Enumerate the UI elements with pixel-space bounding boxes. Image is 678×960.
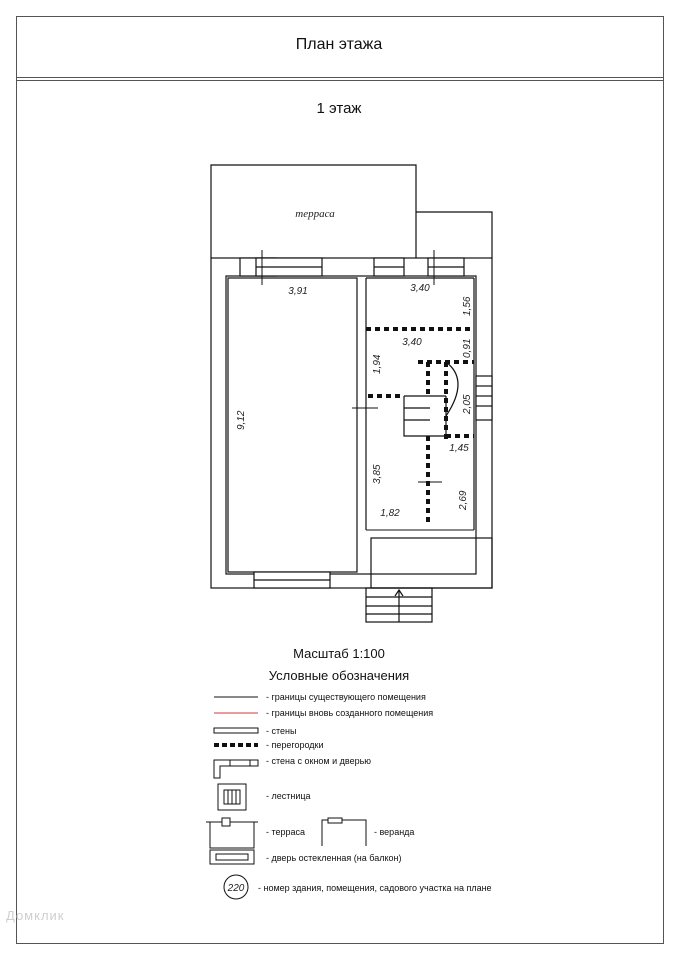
legend-walls: - стены — [266, 726, 297, 736]
legend-terrace: - терраса — [266, 827, 306, 837]
legend-partitions: - перегородки — [266, 740, 324, 750]
page-title: План этажа — [295, 36, 383, 53]
dim-label: 2,05 — [462, 394, 473, 414]
legend-veranda: - веранда — [374, 827, 415, 837]
dim-label: 1,94 — [372, 354, 383, 374]
dim-label: 9,12 — [236, 410, 247, 430]
floor-label: 1 этаж — [316, 100, 362, 117]
legend-title: Условные обозначения — [268, 668, 410, 683]
legend-stair: - лестница — [266, 791, 311, 801]
dim-label: 1,56 — [462, 296, 473, 316]
dim-label: 1,82 — [380, 508, 400, 519]
legend-existing-boundary: - границы существующего помещения — [266, 692, 426, 702]
dim-label: 3,85 — [372, 464, 383, 484]
dim-label: 3,40 — [402, 337, 422, 348]
dim-label: 3,91 — [288, 286, 308, 297]
dim-label: 0,91 — [462, 338, 473, 358]
terrace-label: терраса — [295, 208, 335, 220]
legend-number: - номер здания, помещения, садового участка на плане — [258, 883, 492, 893]
legend-new-boundary: - границы вновь созданного помещения — [266, 708, 434, 718]
legend-glazed-door: - дверь остекленная (на балкон) — [266, 853, 402, 863]
legend-wall-window-door: - стена с окном и дверью — [266, 756, 372, 766]
scale-label: Масштаб 1:100 — [293, 646, 385, 661]
dim-label: 3,40 — [410, 283, 430, 294]
dim-label: 2,69 — [458, 490, 469, 510]
watermark-logo: Домклик — [6, 908, 65, 923]
building-number-symbol: 220 — [227, 883, 245, 894]
dim-label: 1,45 — [449, 443, 469, 454]
